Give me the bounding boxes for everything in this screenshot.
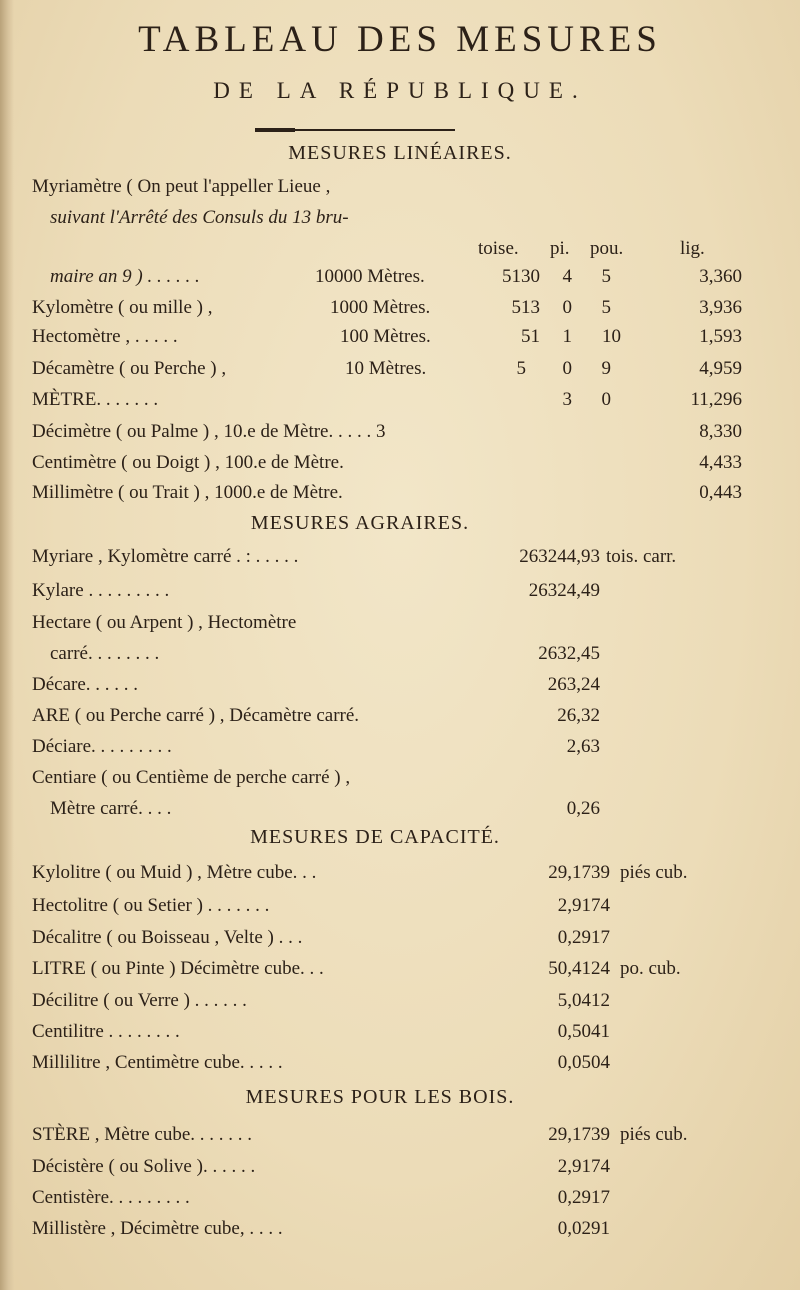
- table-row-value: 0,0291: [557, 1218, 610, 1239]
- table-row-label: Kylolitre ( ou Muid ) , Mètre cube. . .: [32, 862, 317, 883]
- table-row-label: Millimètre ( ou Trait ) , 1000.e de Mètre.: [32, 482, 343, 503]
- page-subtitle: DE LA RÉPUBLIQUE.: [213, 78, 587, 103]
- table-row-label: Décalitre ( ou Boisseau , Velte ) . . .: [32, 927, 303, 948]
- table-row-label: STÈRE , Mètre cube. . . . . . .: [32, 1124, 253, 1145]
- table-row-toise: 5130: [502, 266, 540, 287]
- table-row-label: Déciare. . . . . . . . .: [32, 736, 172, 757]
- table-row-pi: 0: [562, 358, 572, 379]
- table-row-label: carré. . . . . . . .: [50, 643, 160, 664]
- section-heading-bois: MESURES POUR LES BOIS.: [245, 1086, 515, 1108]
- table-row-label: Décamètre ( ou Perche ) ,: [32, 358, 227, 379]
- table-row-label: Centistère. . . . . . . . .: [32, 1187, 190, 1208]
- table-row-value: 2632,45: [538, 643, 600, 664]
- table-row-pi: 1: [562, 326, 572, 347]
- section-heading-capacite: MESURES DE CAPACITÉ.: [250, 826, 500, 848]
- page-title: TABLEAU DES MESURES: [138, 19, 662, 60]
- lineaires-intro-2: suivant l'Arrêté des Consuls du 13 bru-: [50, 207, 349, 228]
- section-heading-agraires: MESURES AGRAIRES.: [250, 512, 470, 534]
- table-row-toise: 513: [511, 297, 540, 318]
- table-row-value: 5,0412: [557, 990, 610, 1011]
- table-row-label: Décare. . . . . .: [32, 674, 139, 695]
- table-row-unit: piés cub.: [620, 862, 688, 883]
- table-row-lig: 11,296: [690, 389, 742, 410]
- table-row-label: Centimètre ( ou Doigt ) , 100.e de Mètre.: [32, 452, 344, 473]
- table-row-pou: 9: [601, 358, 611, 379]
- table-row-value: 2,9174: [557, 895, 610, 916]
- table-row-lig: 1,593: [699, 326, 742, 347]
- table-row-toise: 5: [516, 358, 526, 379]
- table-row-value: 26324,49: [528, 580, 600, 601]
- table-row-label: Centilitre . . . . . . . .: [32, 1021, 180, 1042]
- table-row-value: 263,24: [547, 674, 600, 695]
- table-row-label: Kylomètre ( ou mille ) ,: [32, 297, 213, 318]
- table-row-label: Décistère ( ou Solive ). . . . . .: [32, 1156, 256, 1177]
- table-row-label: Millistère , Décimètre cube, . . . .: [32, 1218, 283, 1239]
- table-row-value: 29,1739: [548, 1124, 610, 1145]
- table-row-label: ARE ( ou Perche carré ) , Décamètre carré.: [32, 705, 360, 726]
- table-row-toise: 51: [521, 326, 540, 347]
- table-row-pou: 10: [602, 326, 621, 347]
- col-header-pi: pi.: [550, 238, 570, 259]
- table-row-label: Décimètre ( ou Palme ) , 10.e de Mètre. . . . . 3: [32, 421, 386, 442]
- table-row-meters: 100 Mètres.: [340, 326, 431, 347]
- table-row-value: 2,9174: [557, 1156, 610, 1177]
- table-row-value: 0,2917: [557, 927, 610, 948]
- table-row-label: Millilitre , Centimètre cube. . . . .: [32, 1052, 283, 1073]
- table-row-label: Mètre carré. . . .: [50, 798, 172, 819]
- table-row-label: MÈTRE. . . . . . .: [32, 389, 159, 410]
- table-row-label: Hectolitre ( ou Setier ) . . . . . . .: [32, 895, 270, 916]
- table-row-value: 0,2917: [557, 1187, 610, 1208]
- table-row-value: 0,26: [566, 798, 600, 819]
- table-row-label: Myriare , Kylomètre carré . : . . . . .: [32, 546, 299, 567]
- table-row-label: Hectare ( ou Arpent ) , Hectomètre: [32, 612, 297, 633]
- table-row-unit: piés cub.: [620, 1124, 688, 1145]
- table-row-pou: 0: [601, 389, 611, 410]
- section-heading-lineaires: MESURES LINÉAIRES.: [288, 142, 512, 164]
- table-row-label: maire an 9 ) . . . . . .: [50, 266, 200, 287]
- table-row-label: Décilitre ( ou Verre ) . . . . . .: [32, 990, 247, 1011]
- table-row-unit: po. cub.: [620, 958, 681, 979]
- table-row-lig: 3,936: [699, 297, 742, 318]
- table-row-meters: 1000 Mètres.: [330, 297, 431, 318]
- table-row-value: 0,5041: [557, 1021, 610, 1042]
- table-row-pi: 0: [562, 297, 572, 318]
- table-row-value: 263244,93: [519, 546, 600, 567]
- table-row-meters: 10 Mètres.: [345, 358, 427, 379]
- table-row-value: 29,1739: [548, 862, 610, 883]
- col-header-toise: toise.: [478, 238, 519, 259]
- table-row-lig: 4,959: [699, 358, 742, 379]
- table-row-label: Kylare . . . . . . . . .: [32, 580, 170, 601]
- table-row-lig: 8,330: [699, 421, 742, 442]
- table-row-pou: 5: [601, 297, 611, 318]
- table-row-value: 50,4124: [548, 958, 610, 979]
- table-row-pi: 3: [562, 389, 572, 410]
- table-row-meters: 10000 Mètres.: [315, 266, 425, 287]
- table-row-value: 2,63: [566, 736, 600, 757]
- table-row-pou: 5: [601, 266, 611, 287]
- table-row-pi: 4: [562, 266, 572, 287]
- table-row-lig: 4,433: [699, 452, 742, 473]
- table-row-lig: 3,360: [699, 266, 742, 287]
- table-row-unit: tois. carr.: [606, 546, 677, 567]
- col-header-lig: lig.: [680, 238, 705, 259]
- col-header-pou: pou.: [590, 238, 624, 259]
- table-row-lig: 0,443: [699, 482, 742, 503]
- lineaires-intro-1: Myriamètre ( On peut l'appeller Lieue ,: [32, 176, 331, 197]
- table-row-value: 26,32: [557, 705, 600, 726]
- table-row-value: 0,0504: [557, 1052, 610, 1073]
- table-row-label: LITRE ( ou Pinte ) Décimètre cube. . .: [32, 958, 324, 979]
- table-row-label: Hectomètre , . . . . .: [32, 326, 178, 347]
- title-rule: [255, 129, 455, 131]
- table-row-label: Centiare ( ou Centième de perche carré ) ,: [32, 767, 351, 788]
